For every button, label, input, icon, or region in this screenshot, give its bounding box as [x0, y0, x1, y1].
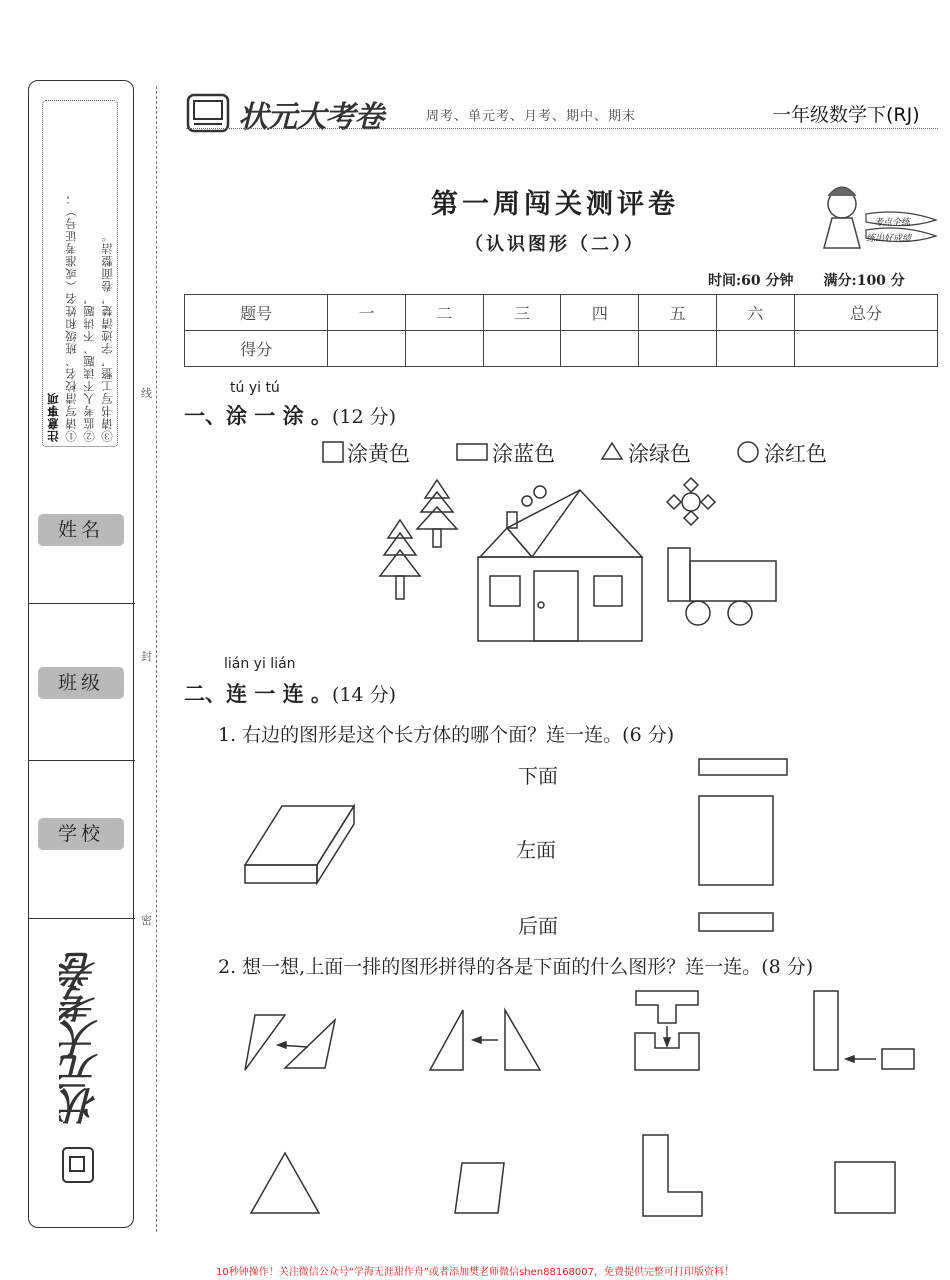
piece-t-into-u[interactable]	[632, 988, 702, 1073]
face-shape-tall-rectangle[interactable]	[698, 795, 776, 887]
rectangle-icon	[456, 443, 488, 461]
section1-heading	[184, 400, 396, 430]
grade-label: 一年级数学下(RJ)	[772, 104, 920, 126]
piece-two-triangles-parallelogram[interactable]	[240, 1005, 340, 1075]
divider	[28, 603, 135, 604]
result-l-shape[interactable]	[640, 1132, 706, 1220]
section2-heading	[184, 678, 396, 708]
circle-icon	[736, 440, 760, 464]
section2-points: (14 分)	[331, 684, 396, 706]
notice-line: ③请书写工整，字迹清楚，卷面整洁。	[100, 229, 114, 442]
table-cell: 题号	[185, 295, 328, 331]
footer-note: 10秒钟操作！关注微信公众号“学海无涯甜作舟”或者添加樊老师微信shen88168007，免费提供完整可打印版资料！	[215, 1267, 735, 1278]
coloring-picture[interactable]	[370, 475, 790, 645]
section1-pinyin: tú yi tú	[230, 380, 280, 396]
score-input-cell[interactable]	[405, 331, 483, 367]
brand-logo-icon	[62, 1147, 94, 1183]
score-table	[184, 294, 938, 367]
exam-subtitle: （认识图形（二））	[465, 234, 645, 255]
sidebar-brand-text: 状元大考卷	[59, 955, 104, 1125]
brand-logo-icon	[186, 93, 230, 133]
section2-pinyin: lián yi lián	[224, 656, 296, 672]
badge-line2: 练出好成绩	[866, 234, 912, 244]
cuboid-figure[interactable]	[242, 800, 372, 890]
notice-text	[44, 104, 114, 442]
divider	[28, 760, 135, 761]
score-input-cell[interactable]	[717, 331, 795, 367]
header-subtitle: 周考、单元考、月考、期中、期末	[426, 109, 637, 124]
cut-mark: 密	[141, 914, 152, 927]
score-input-cell[interactable]	[561, 331, 639, 367]
table-cell: 六	[717, 295, 795, 331]
face-label-back[interactable]: 后面	[518, 914, 558, 938]
header-divider	[186, 128, 938, 129]
legend-yellow: 涂黄色	[347, 442, 410, 466]
table-cell: 总分	[794, 295, 937, 331]
cut-line	[156, 86, 157, 1232]
sidebar-brand	[40, 955, 120, 1195]
piece-rectangle-square[interactable]	[810, 985, 920, 1075]
badge-line1: 考点全练	[874, 218, 911, 228]
exam-time: 时间:60 分钟	[708, 273, 794, 289]
face-shape-thin-rectangle[interactable]	[698, 758, 788, 778]
result-triangle[interactable]	[248, 1150, 322, 1216]
question-2: 2. 想一想,上面一排的图形拼得的各是下面的什么图形？连一连。(8 分)	[218, 956, 814, 978]
table-cell: 四	[561, 295, 639, 331]
table-cell: 五	[639, 295, 717, 331]
table-cell: 一	[328, 295, 406, 331]
triangle-icon	[600, 441, 624, 461]
legend-blue: 涂蓝色	[492, 442, 555, 466]
header-brand: 状元大考卷	[238, 100, 383, 135]
notice-line: ②监考人不读题、不讲题，	[82, 292, 96, 442]
section2-title: 二、连 一 连 。	[184, 681, 332, 706]
table-row	[185, 331, 938, 367]
table-row	[185, 295, 938, 331]
face-shape-short-rectangle[interactable]	[698, 912, 776, 934]
notice-line: ①请写清校名、班级和姓名（或准考证号）；	[64, 192, 78, 442]
section1-points: (12 分)	[331, 406, 396, 428]
exam-title: 第一周闯关测评卷	[431, 189, 679, 220]
class-label: 班级	[38, 667, 124, 699]
exam-timing	[708, 270, 905, 290]
table-cell: 得分	[185, 331, 328, 367]
school-label: 学校	[38, 818, 124, 850]
question-1: 1. 右边的图形是这个长方体的哪个面？连一连。(6 分)	[218, 724, 675, 746]
exam-full-score: 满分:100 分	[823, 273, 905, 289]
cut-mark: 封	[141, 650, 152, 663]
legend-red: 涂红色	[764, 442, 827, 466]
result-square[interactable]	[833, 1160, 899, 1216]
piece-two-right-triangles[interactable]	[425, 1005, 545, 1075]
face-label-bottom[interactable]: 下面	[518, 764, 558, 788]
table-cell: 三	[483, 295, 561, 331]
score-input-cell[interactable]	[639, 331, 717, 367]
score-input-cell[interactable]	[483, 331, 561, 367]
result-parallelogram[interactable]	[452, 1160, 508, 1216]
notice-title: 注意事项	[46, 392, 60, 442]
table-cell: 二	[405, 295, 483, 331]
square-icon	[322, 441, 344, 463]
face-label-left[interactable]: 左面	[516, 838, 556, 862]
score-input-cell[interactable]	[328, 331, 406, 367]
cut-mark: 线	[141, 387, 152, 400]
divider	[28, 918, 135, 919]
legend-green: 涂绿色	[628, 442, 691, 466]
section1-title: 一、涂 一 涂 。	[184, 403, 332, 428]
name-label: 姓名	[38, 514, 124, 546]
score-input-cell[interactable]	[794, 331, 937, 367]
